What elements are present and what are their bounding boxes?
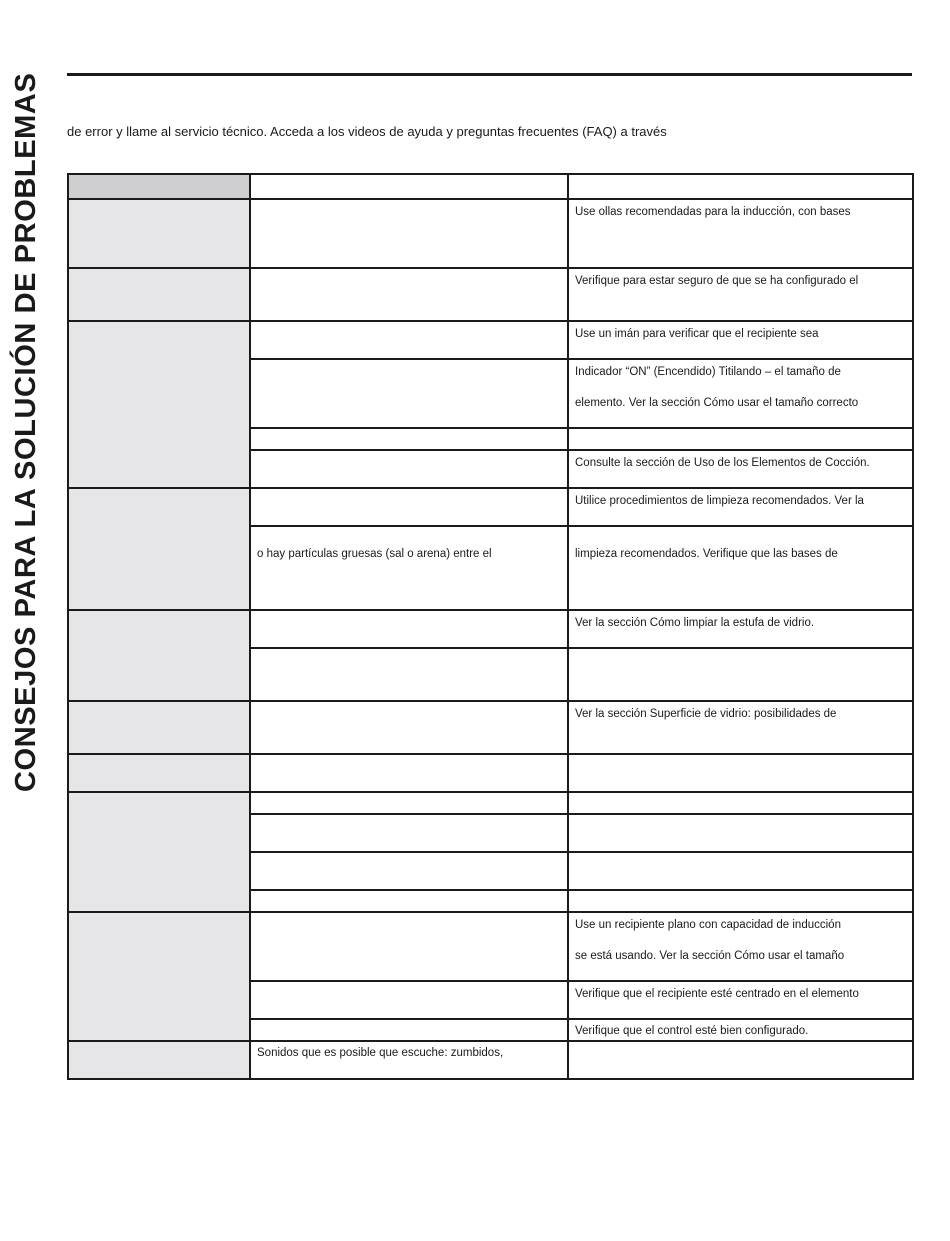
solution-cell: Ver la sección Superficie de vidrio: posibilidades de (568, 701, 913, 754)
problem-cell (68, 268, 250, 321)
header-rule (67, 73, 912, 76)
cause-cell (250, 912, 568, 981)
cause-cell (250, 792, 568, 814)
cause-cell (250, 610, 568, 648)
cause-cell (250, 814, 568, 852)
solution-cell (568, 890, 913, 912)
solution-cell: Indicador “ON” (Encendido) Titilando – el tamaño de elemento. Ver la sección Cómo usar el tamaño correcto (568, 359, 913, 428)
cause-cell (250, 359, 568, 428)
cause-cell (250, 1019, 568, 1041)
table-row (68, 754, 913, 792)
table-row (68, 610, 913, 648)
header-solution-cell (568, 174, 913, 199)
problem-cell (68, 701, 250, 754)
solution-cell: Use un recipiente plano con capacidad de inducción se está usando. Ver la sección Cómo usar el tamaño (568, 912, 913, 981)
table-row (68, 488, 913, 526)
cause-cell (250, 450, 568, 488)
cause-cell: o hay partículas gruesas (sal o arena) entre el (250, 526, 568, 610)
solution-cell: Use ollas recomendadas para la inducción, con bases (568, 199, 913, 268)
problem-cell (68, 1041, 250, 1079)
cause-cell (250, 701, 568, 754)
solution-cell (568, 428, 913, 450)
table-row (68, 792, 913, 814)
solution-cell (568, 754, 913, 792)
problem-cell (68, 754, 250, 792)
cause-cell (250, 648, 568, 701)
table-row (68, 1041, 913, 1079)
table-row (68, 268, 913, 321)
problem-cell (68, 792, 250, 912)
solution-cell: Consulte la sección de Uso de los Elementos de Cocción. (568, 450, 913, 488)
solution-cell (568, 814, 913, 852)
cause-cell (250, 428, 568, 450)
intro-text: de error y llame al servicio técnico. Acceda a los videos de ayuda y preguntas frecuentes (FAQ) a través (67, 124, 667, 139)
solution-cell: Ver la sección Cómo limpiar la estufa de vidrio. (568, 610, 913, 648)
table-row (68, 199, 913, 268)
problem-cell (68, 912, 250, 1041)
table-header-row (68, 174, 913, 199)
problem-cell (68, 199, 250, 268)
header-cause-cell (250, 174, 568, 199)
cause-cell (250, 488, 568, 526)
problem-cell (68, 610, 250, 701)
solution-cell: Verifique que el recipiente esté centrado en el elemento (568, 981, 913, 1019)
cause-cell (250, 268, 568, 321)
cause-cell (250, 981, 568, 1019)
solution-cell (568, 852, 913, 890)
solution-cell (568, 648, 913, 701)
cause-cell (250, 852, 568, 890)
table-row (68, 912, 913, 981)
cause-cell (250, 199, 568, 268)
cause-cell (250, 754, 568, 792)
header-problem-cell (68, 174, 250, 199)
cause-cell (250, 321, 568, 359)
solution-cell: Use un imán para verificar que el recipiente sea (568, 321, 913, 359)
cause-cell: Sonidos que es posible que escuche: zumbidos, (250, 1041, 568, 1079)
solution-cell (568, 792, 913, 814)
section-title: CONSEJOS PARA LA SOLUCIÓN DE PROBLEMAS (10, 72, 42, 793)
cause-cell (250, 890, 568, 912)
solution-cell: Utilice procedimientos de limpieza recomendados. Ver la (568, 488, 913, 526)
solution-cell: limpieza recomendados. Verifique que las bases de (568, 526, 913, 610)
problem-cell (68, 321, 250, 488)
table-row (68, 321, 913, 359)
problem-cell (68, 488, 250, 610)
troubleshooting-table (67, 173, 914, 1080)
solution-cell (568, 1041, 913, 1079)
solution-cell: Verifique que el control esté bien configurado. (568, 1019, 913, 1041)
solution-cell: Verifique para estar seguro de que se ha configurado el (568, 268, 913, 321)
table-row (68, 701, 913, 754)
